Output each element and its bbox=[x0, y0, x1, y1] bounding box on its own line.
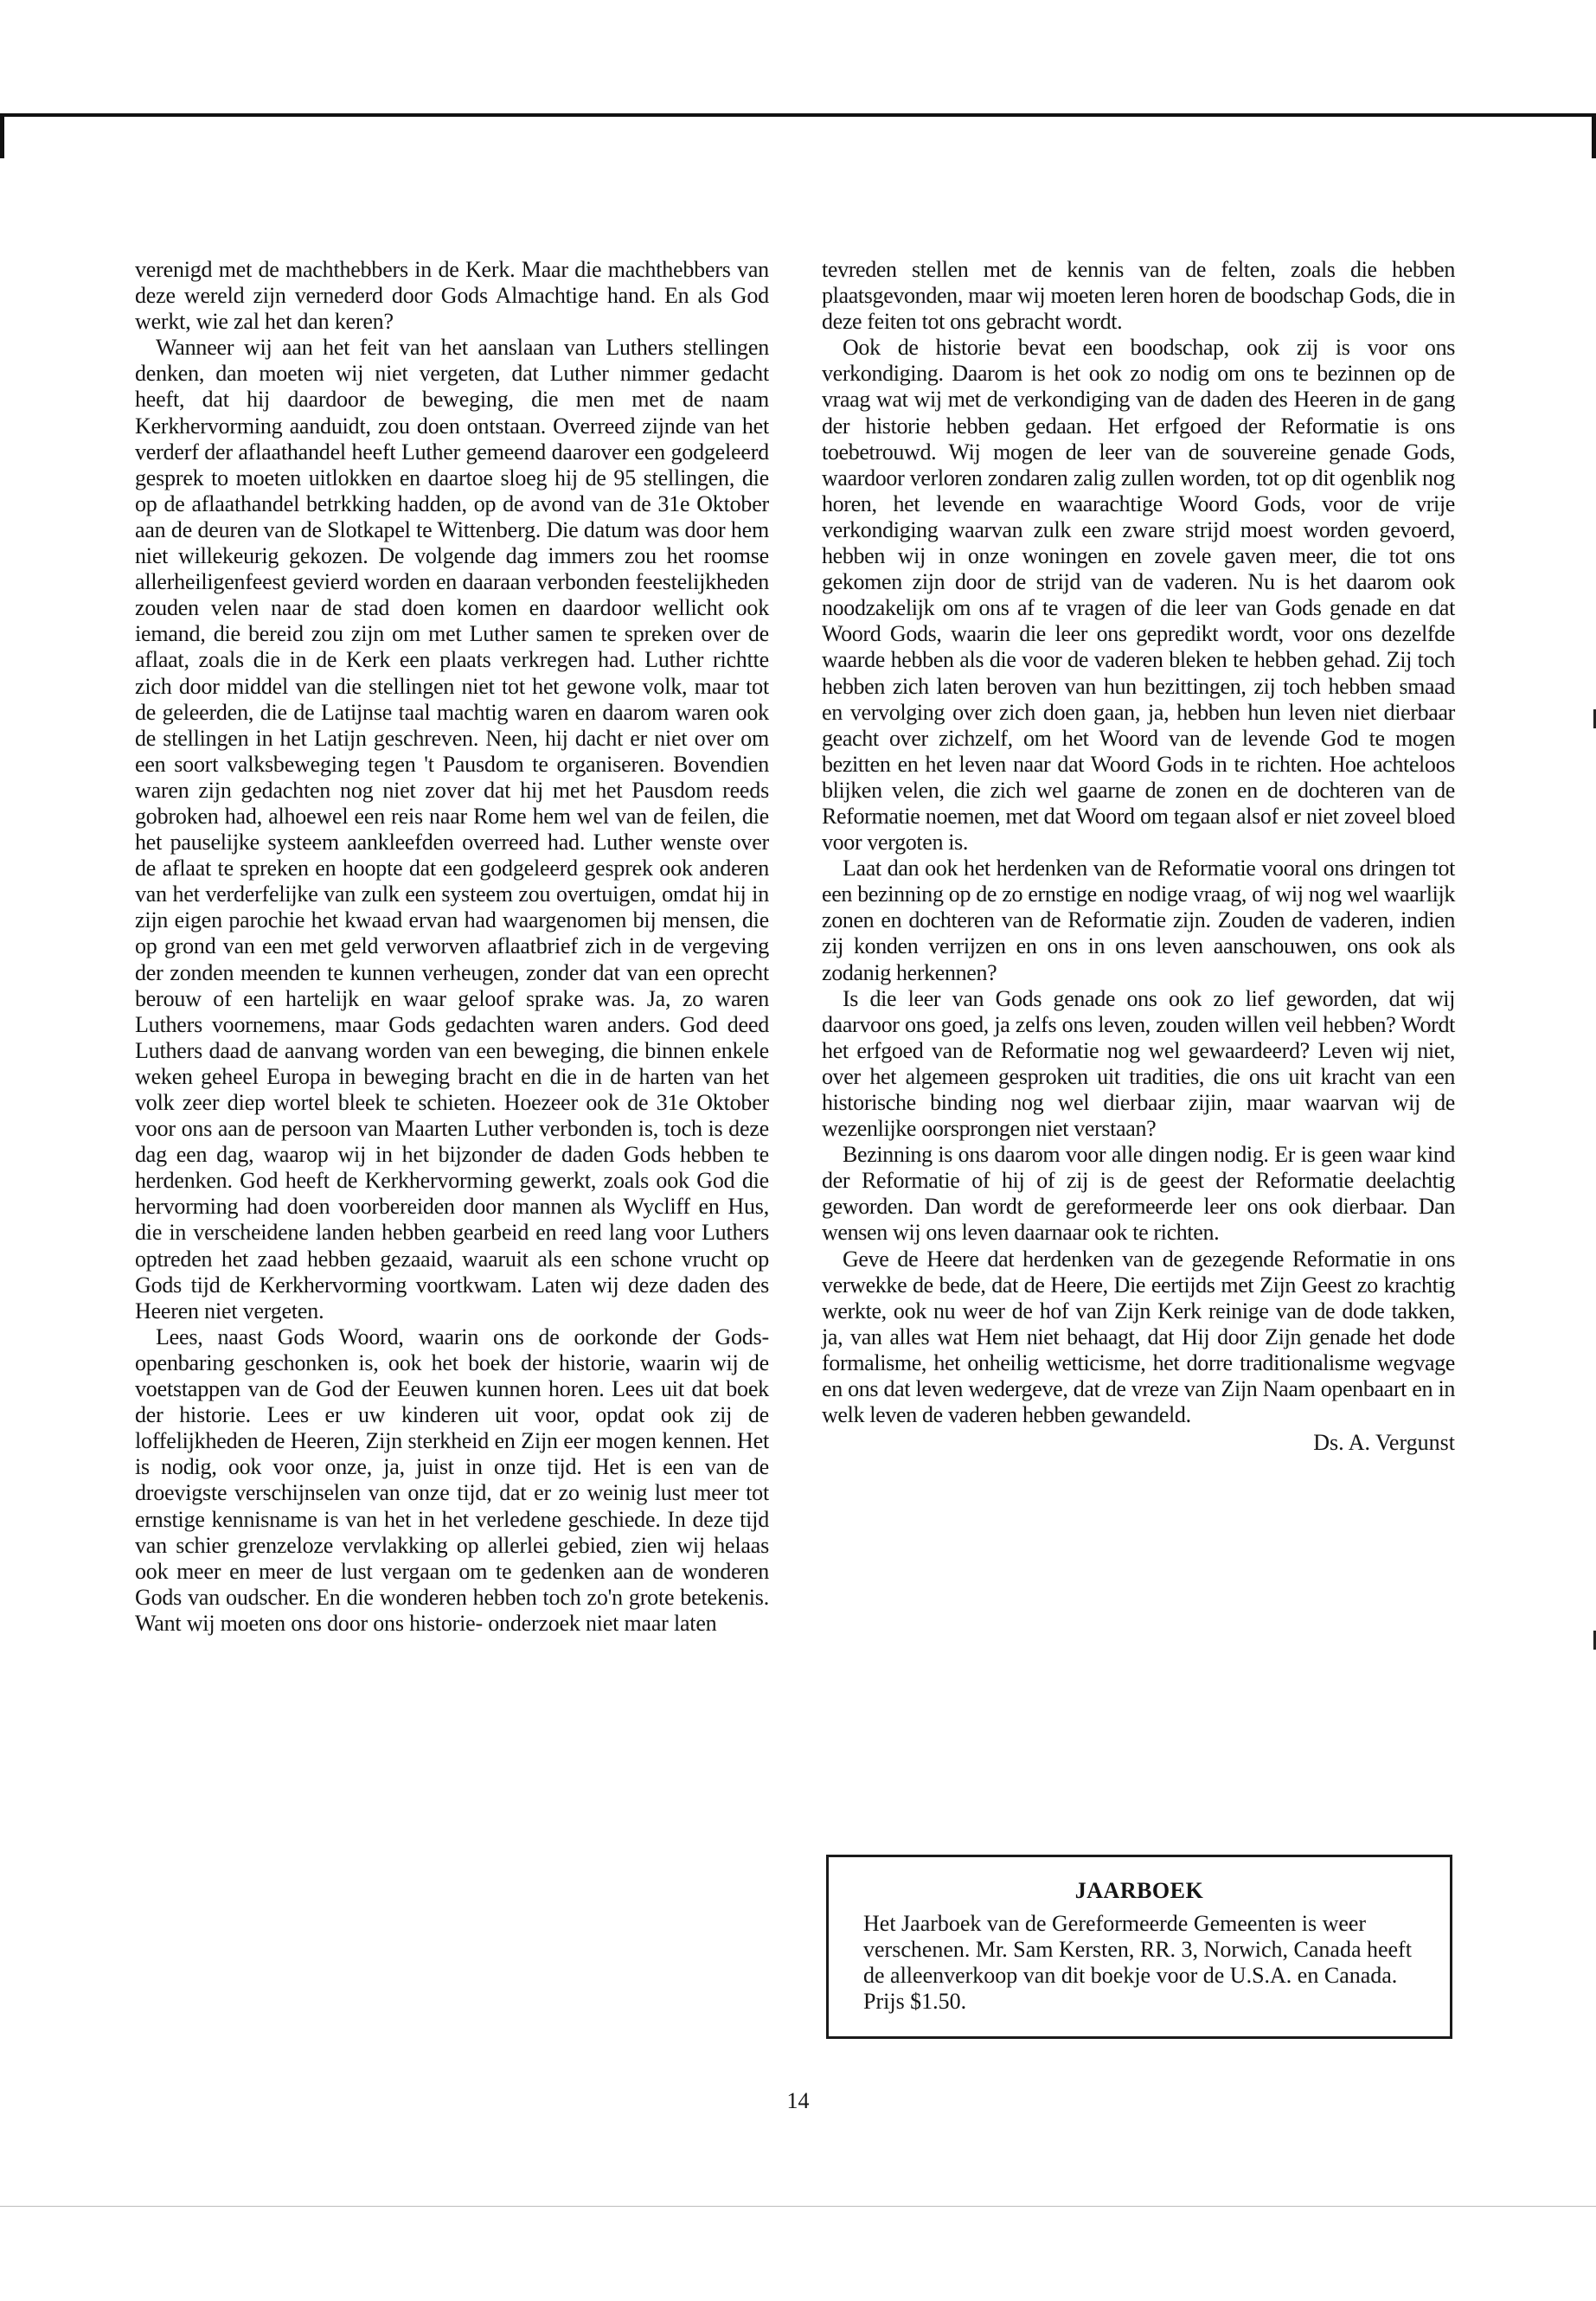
paragraph: Is die leer van Gods genade ons ook zo lief geworden, dat wij daarvoor ons goed, ja zelfs ons leven, zouden willen veil hebben? Wordt het erfgoed van de Reformatie nog wel gewaardeerd? Leven wij niet, over het algemeen gesproken uit tradities, die ons uit kracht van een historische binding nog wel dierbaar zijin, maar waarvan wij de wezenlijke oorsprongen niet verstaan? bbox=[822, 985, 1455, 1142]
left-column bbox=[135, 257, 769, 1637]
top-rule bbox=[0, 113, 1596, 117]
paragraph: Ook de historie bevat een boodschap, ook zij is voor ons verkondiging. Daarom is het ook zo nodig om ons te bezinnen op de vraag wat wij met de verkondiging van de daden des Heeren in de gang der historie hebben gedaan. Het erfgoed der Reformatie is ons toebetrouwd. Wij mogen de leer van de souvereine genade Gods, waardoor verloren zondaren zalig zullen worden, tot op dit ogenblik nog horen, het levende en waarachtige Woord Gods, voor de vrije verkondiging waarvan zulk een zware strijd moest worden gevoerd, hebben wij in onze woningen en zovele gaven meer, die tot ons gekomen zijn door de strijd van de vaderen. Nu is het daarom ook noodzakelijk om ons af te vragen of die leer van Gods genade en dat Woord Gods, waarin die leer ons gepredikt wordt, voor ons dezelfde waarde hebben als die voor de vaderen bleken te hebben gehad. Zij toch hebben zich laten beroven van hun bezittingen, zij toch hebben smaad en vervolging over zich doen gaan, ja, hebben hun leven niet dierbaar geacht over zichzelf, om het Woord van de levende God te mogen bezitten en het leven naar dat Woord Gods in te richten. Hoe achteloos blijken velen, die zich wel gaarne de zonen en de dochteren van de Reformatie noemen, met dat Woord om tegaan alsof er niet zoveel bloed voor vergoten is. bbox=[822, 335, 1455, 856]
paragraph: Laat dan ook het herdenken van de Reformatie vooral ons dringen tot een bezinning op de zo ernstige en nodige vraag, of wij nog wel waarlijk zonen en dochteren van de Reformatie zijn. Zouden de vaderen, indien zij konden verrijzen en ons in ons leven aanschouwen, ons ook als zodanig herkennen? bbox=[822, 856, 1455, 985]
right-column bbox=[822, 257, 1455, 1456]
paragraph: Geve de Heere dat herdenken van de gezegende Reformatie in ons verwekke de bede, dat de Heere, Die eertijds met Zijn Geest zo krachtig werkte, ook nu weer de hof van Zijn Kerk reinige van de dode takken, ja, van alles wat Hem niet behaagt, dat Hij door Zijn genade het dode formalisme, het onheilig wetticisme, het dorre traditionalisme wegvage en ons dat leven wedergeve, dat de vreze van Zijn Naam openbaart en in welk leven de vaderen hebben gewandeld. bbox=[822, 1246, 1455, 1428]
paragraph: verenigd met de machthebbers in de Kerk. Maar die machthebbers van deze wereld zijn vernederd door Gods Almachtige hand. En als God werkt, wie zal het dan keren? bbox=[135, 257, 769, 335]
bottom-rule bbox=[0, 2206, 1596, 2207]
paragraph: Bezinning is ons daarom voor alle dingen nodig. Er is geen waar kind der Reformatie of hij of zij is de geest der Reformatie deelachtig geworden. Dan wordt de gereformeerde leer ons ook dierbaar. Dan wensen wij ons leven daarnaar ook te richten. bbox=[822, 1142, 1455, 1246]
notice-title: JAARBOEK bbox=[1074, 1878, 1204, 1903]
page-number: 14 bbox=[786, 2088, 810, 2113]
left-edge-bar bbox=[0, 113, 4, 158]
paragraph: Lees, naast Gods Woord, waarin ons de oorkonde der Gods-openbaring geschonken is, ook het boek der historie, waarin wij de voetstappen van de God der Eeuwen kunnen horen. Lees uit dat boek der historie. Lees er uw kinderen uit voor, opdat ook zij de loffelijkheden de Heeren, Zijn sterkheid en Zijn eer mogen kennen. Het is nodig, ook voor onze, ja, juist in onze tijd. Het is een van de droevigste verschijnselen van onze tijd, dat er zo weinig lust meer tot ernstige kennisname is van het in het verledene geschiede. In deze tijd van schier grenzeloze vervlakking op allerlei gebied, zien wij helaas ook meer en meer de lust vergaan om te gedenken aan de wonderen Gods van oudscher. En die wonderen hebben toch zo'n grote betekenis. Want wij moeten ons door ons historie- onderzoek niet maar laten bbox=[135, 1324, 769, 1636]
paragraph: tevreden stellen met de kennis van de felten, zoals die hebben plaatsgevonden, maar wij moeten leren horen de boodschap Gods, die in deze feiten tot ons gebracht wordt. bbox=[822, 257, 1455, 335]
paragraph: Wanneer wij aan het feit van het aanslaan van Luthers stellingen denken, dan moeten wij niet vergeten, dat Luther nimmer gedacht heeft, dat hij daardoor de beweging, die men met de naam Kerkhervorming aanduidt, zou doen ontstaan. Overreed zijnde van het verderf der aflaathandel heeft Luther gemeend daarover een godgeleerd gesprek to moeten uitlokken en daartoe sloeg hij de 95 stellingen, die op de aflaathandel betrkking hadden, op de avond van de 31e Oktober aan de deuren van de Slotkapel te Wittenberg. Die datum was door hem niet willekeurig gekozen. De volgende dag immers zou het roomse allerheiligenfeest gevierd worden en daaraan verbonden feestelijkheden zouden velen naar de stad doen komen en daardoor wellicht ook iemand, die bereid zou zijn om met Luther samen te spreken over de aflaat, zoals die in de Kerk een plaats verkregen had. Luther richtte zich door middel van die stellingen niet tot het gewone volk, maar tot de geleerden, die de Latijnse taal machtig waren en daarom waren ook de stellingen in het Latijn geschreven. Neen, hij dacht er niet over om een soort valksbeweging tegen 't Pausdom te organiseren. Bovendien waren zijn gedachten nog niet zover dat hij met het Pausdom reeds gobroken had, alhoewel een reis naar Rome hem wel van de feilen, die het pauselijke systeem aankleefden overreed had. Luther wenste over de aflaat te spreken en hoopte dat een godgeleerd gesprek ook anderen van het verderfelijke van zulk een systeem zou overtuigen, omdat hij in zijn eigen parochie het kwaad ervan had waargenomen bij mensen, die op grond van een met geld verworven aflaatbrief zich in de vergeving der zonden meenden te kunnen verheugen, zonder dat van een oprecht berouw of een hartelijk en waar geloof sprake was. Ja, zo waren Luthers voornemens, maar Gods gedachten waren anders. God deed Luthers daad de aanvang worden van een beweging, die binnen enkele weken geheel Europa in beweging bracht en die in de harten van het volk zeer diep wortel bleek te schieten. Hoezeer ook de 31e Oktober voor ons aan de persoon van Maarten Luther verbonden is, toch is deze dag een dag, waarop wij in het bijzonder de daden Gods hebben te herdenken. God heeft de Kerkhervorming gewerkt, zoals ook God die hervorming had doen voorbereiden door mannen als Wycliff en Hus, die in verscheidene landen hebben gearbeid en reed lang voor Luthers optreden het zaad hebben gezaaid, waaruit als een schone vrucht op Gods tijd de Kerkhervorming voortkwam. Laten wij deze daden des Heeren niet vergeten. bbox=[135, 335, 769, 1324]
author-signature: Ds. A. Vergunst bbox=[1313, 1430, 1455, 1456]
right-edge-bar bbox=[1592, 113, 1596, 158]
notice-body: Het Jaarboek van de Gereformeerde Gemeenten is weer verschenen. Mr. Sam Kersten, RR. 3, Norwich, Canada heeft de alleenverkoop van dit boekje voor de U.S.A. en Canada. Prijs $1.50. bbox=[863, 1911, 1412, 2014]
jaarboek-notice-box bbox=[826, 1855, 1452, 2039]
